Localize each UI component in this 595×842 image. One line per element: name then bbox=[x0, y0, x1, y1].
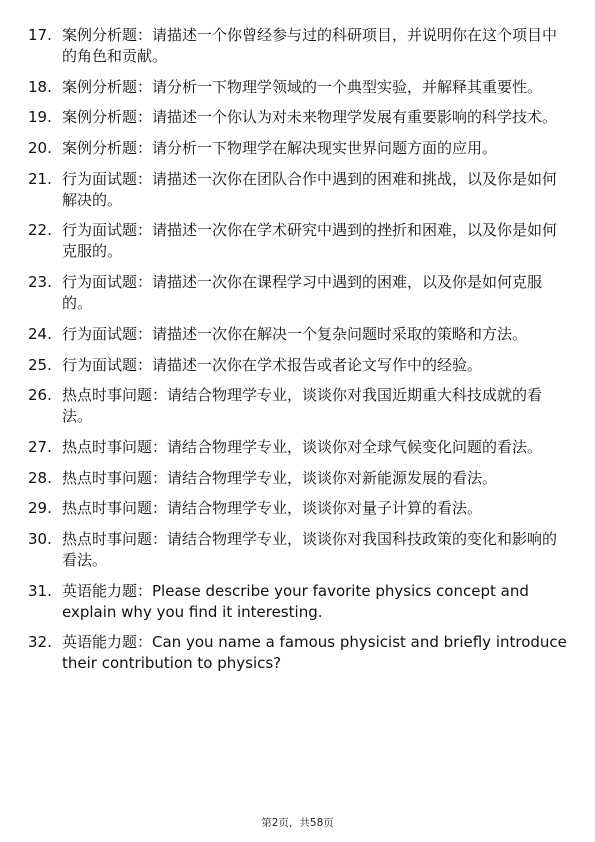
question-text: 行为面试题：请描述一次你在解决一个复杂问题时采取的策略和方法。 bbox=[62, 324, 528, 343]
question-item-27 bbox=[28, 437, 568, 458]
question-number: 31. bbox=[28, 581, 52, 600]
question-text: 热点时事问题：请结合物理学专业，谈谈你对量子计算的看法。 bbox=[62, 499, 483, 518]
question-text: 行为面试题：请描述一次你在学术报告或者论文写作中的经验。 bbox=[62, 355, 483, 374]
question-item-28 bbox=[28, 468, 568, 489]
question-number: 30. bbox=[28, 529, 52, 548]
question-number: 17. bbox=[28, 26, 52, 44]
question-text: 热点时事问题：请结合物理学专业，谈谈你对我国科技政策的变化和影响的看法。 bbox=[62, 529, 558, 569]
question-item-21 bbox=[28, 169, 568, 211]
question-number: 23. bbox=[28, 273, 52, 292]
question-item-22 bbox=[28, 220, 568, 262]
question-item-25 bbox=[28, 355, 568, 376]
question-item-29 bbox=[28, 498, 568, 519]
question-number: 20. bbox=[28, 139, 52, 158]
question-item-18 bbox=[28, 77, 568, 98]
question-number: 19. bbox=[28, 108, 52, 127]
question-text: 热点时事问题：请结合物理学专业，谈谈你对全球气候变化问题的看法。 bbox=[62, 437, 543, 456]
question-item-32 bbox=[28, 632, 568, 674]
question-number: 25. bbox=[28, 355, 52, 374]
page-number-footer: 第2页，共58页 bbox=[261, 817, 334, 829]
question-number: 32. bbox=[28, 633, 52, 652]
question-number: 26. bbox=[28, 386, 52, 405]
question-number: 21. bbox=[28, 169, 52, 188]
question-text: 英语能力题：Please describe your favorite physics concept and explain why you find it interesting. bbox=[62, 581, 529, 621]
question-text: 案例分析题：请描述一个你曾经参与过的科研项目，并说明你在这个项目中的角色和贡献。 bbox=[62, 26, 558, 65]
question-item-17 bbox=[28, 25, 568, 67]
question-text: 热点时事问题：请结合物理学专业，谈谈你对我国近期重大科技成就的看法。 bbox=[62, 386, 543, 426]
question-text: 案例分析题：请分析一下物理学在解决现实世界问题方面的应用。 bbox=[62, 139, 498, 158]
question-number: 27. bbox=[28, 437, 52, 456]
question-text: 案例分析题：请分析一下物理学领域的一个典型实验，并解释其重要性。 bbox=[62, 77, 543, 96]
question-item-31 bbox=[28, 581, 568, 623]
question-number: 29. bbox=[28, 499, 52, 518]
question-text: 行为面试题：请描述一次你在团队合作中遇到的困难和挑战，以及你是如何解决的。 bbox=[62, 169, 558, 209]
question-item-23 bbox=[28, 272, 568, 314]
question-number: 18. bbox=[28, 77, 52, 96]
question-item-30 bbox=[28, 529, 568, 571]
question-number: 28. bbox=[28, 468, 52, 487]
question-item-20 bbox=[28, 138, 568, 159]
question-item-24 bbox=[28, 324, 568, 345]
question-text: 热点时事问题：请结合物理学专业，谈谈你对新能源发展的看法。 bbox=[62, 468, 498, 487]
question-text: 行为面试题：请描述一次你在学术研究中遇到的挫折和困难，以及你是如何克服的。 bbox=[62, 221, 558, 261]
question-text: 行为面试题：请描述一次你在课程学习中遇到的困难，以及你是如何克服的。 bbox=[62, 273, 543, 313]
question-number: 24. bbox=[28, 324, 52, 343]
question-item-26 bbox=[28, 385, 568, 427]
question-text: 案例分析题：请描述一个你认为对未来物理学发展有重要影响的科学技术。 bbox=[62, 108, 558, 127]
question-text: 英语能力题：Can you name a famous physicist and briefly introduce their contribution to physics? bbox=[62, 633, 567, 673]
question-item-19 bbox=[28, 107, 568, 128]
question-number: 22. bbox=[28, 221, 52, 240]
question-list bbox=[28, 25, 568, 684]
